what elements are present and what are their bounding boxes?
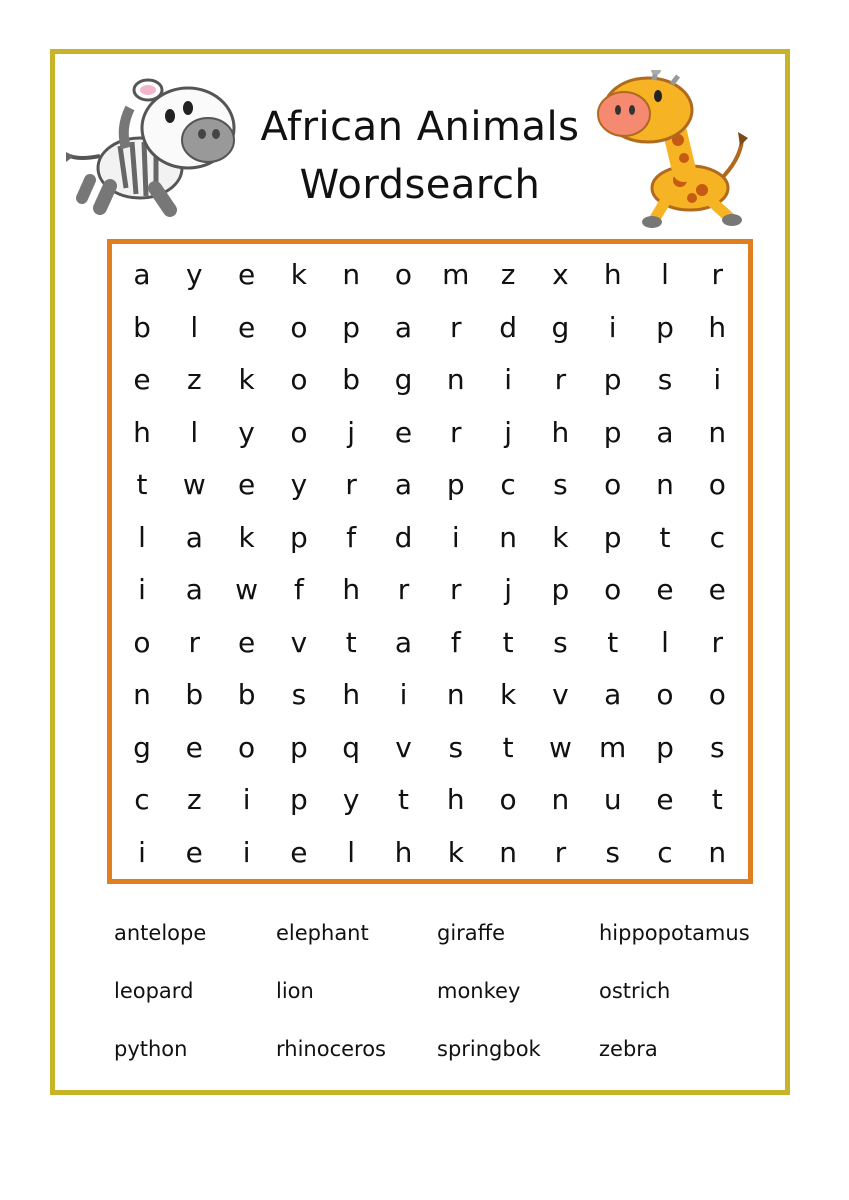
grid-letter[interactable]: s xyxy=(605,835,620,869)
grid-letter[interactable]: j xyxy=(504,415,512,449)
grid-letter[interactable]: g xyxy=(133,730,151,764)
grid-letter[interactable]: y xyxy=(186,258,203,291)
grid-letter[interactable]: r xyxy=(188,625,201,659)
grid-letter[interactable]: x xyxy=(552,258,569,291)
grid-letter[interactable]: n xyxy=(446,363,465,396)
grid-letter[interactable]: o xyxy=(290,310,308,344)
grid-letter[interactable]: y xyxy=(238,415,255,449)
word-item: python xyxy=(114,1037,188,1061)
grid-letter[interactable]: k xyxy=(238,520,255,554)
grid-letter[interactable]: a xyxy=(185,520,203,554)
word-item: hippopotamus xyxy=(599,921,750,945)
word-item: rhinoceros xyxy=(276,1037,386,1061)
grid-letter[interactable]: r xyxy=(711,625,724,659)
grid-letter[interactable]: l xyxy=(347,835,356,869)
grid-letter[interactable]: p xyxy=(290,520,308,554)
grid-letter[interactable]: p xyxy=(656,730,674,764)
grid-letter[interactable]: i xyxy=(242,835,251,869)
grid-letter[interactable]: l xyxy=(190,310,199,344)
grid-letter[interactable]: w xyxy=(182,468,206,501)
grid-letter[interactable]: i xyxy=(138,835,146,869)
grid-letter[interactable]: a xyxy=(133,258,151,291)
title-line-2: Wordsearch xyxy=(299,162,541,208)
grid-letter[interactable]: r xyxy=(397,573,410,606)
grid-letter[interactable]: e xyxy=(290,835,308,869)
grid-letter[interactable]: n xyxy=(499,520,517,554)
grid-letter[interactable]: i xyxy=(713,363,722,396)
grid-letter[interactable]: l xyxy=(138,520,146,554)
grid-letter[interactable]: o xyxy=(708,678,726,711)
grid-letter[interactable]: g xyxy=(551,310,570,344)
word-item: springbok xyxy=(437,1037,541,1061)
grid-letter[interactable]: m xyxy=(599,730,627,764)
grid-letter[interactable]: f xyxy=(450,625,461,659)
zebra-illustration xyxy=(60,68,240,223)
grid-letter[interactable]: o xyxy=(394,258,413,291)
grid-letter[interactable]: h xyxy=(603,258,622,291)
grid-letter[interactable]: z xyxy=(186,783,202,816)
grid-letter[interactable]: p xyxy=(342,310,361,344)
letter-grid xyxy=(107,239,753,884)
grid-letter[interactable]: n xyxy=(551,783,570,816)
grid-letter[interactable]: h xyxy=(708,310,727,344)
grid-letter[interactable]: a xyxy=(185,573,203,606)
grid-letter[interactable]: p xyxy=(290,783,308,816)
grid-letter[interactable]: h xyxy=(446,783,465,816)
grid-letter[interactable]: l xyxy=(661,258,669,291)
grid-letter[interactable]: t xyxy=(398,783,409,816)
grid-letter[interactable]: j xyxy=(347,415,356,449)
grid-letter[interactable]: v xyxy=(395,730,412,764)
grid-letter[interactable]: z xyxy=(500,258,516,291)
grid-letter[interactable]: i xyxy=(451,520,460,554)
grid-letter[interactable]: n xyxy=(708,835,727,869)
grid-letter[interactable]: e xyxy=(656,573,674,606)
grid-letter[interactable]: s xyxy=(710,730,725,764)
grid-letter[interactable]: p xyxy=(656,310,674,344)
grid-letter[interactable]: n xyxy=(133,678,151,711)
grid-letter[interactable]: n xyxy=(708,415,727,449)
word-item: monkey xyxy=(437,979,521,1003)
word-item: lion xyxy=(276,979,314,1003)
grid-letter[interactable]: y xyxy=(290,468,308,501)
grid-letter[interactable]: h xyxy=(342,573,361,606)
grid-letter[interactable]: p xyxy=(603,415,622,449)
grid-letter[interactable]: r xyxy=(450,415,462,449)
grid-letter[interactable]: u xyxy=(603,783,622,816)
grid-letter[interactable]: e xyxy=(237,625,256,659)
grid-letter[interactable]: e xyxy=(237,468,256,501)
grid-letter[interactable]: t xyxy=(345,625,357,659)
grid-letter[interactable]: y xyxy=(342,783,360,816)
grid-letter[interactable]: t xyxy=(502,625,514,659)
grid-letter[interactable]: k xyxy=(552,520,569,554)
grid-letter[interactable]: n xyxy=(342,258,361,291)
grid-letter[interactable]: r xyxy=(450,573,462,606)
grid-letter[interactable]: c xyxy=(709,520,725,554)
grid-letter[interactable]: a xyxy=(394,310,413,344)
grid-letter[interactable]: g xyxy=(394,363,413,396)
grid-letter[interactable]: o xyxy=(656,678,674,711)
giraffe-illustration xyxy=(580,70,760,230)
grid-letter[interactable]: t xyxy=(607,625,619,659)
grid-letter[interactable]: o xyxy=(290,363,308,396)
word-item: zebra xyxy=(599,1037,658,1061)
grid-letter[interactable]: t xyxy=(711,783,723,816)
grid-letter[interactable]: e xyxy=(708,573,726,606)
grid-letter[interactable]: k xyxy=(447,835,464,869)
grid-letter[interactable]: p xyxy=(551,573,570,606)
grid-letter[interactable]: o xyxy=(133,625,151,659)
grid-letter[interactable]: i xyxy=(242,783,251,816)
grid-letter[interactable]: b xyxy=(342,363,361,396)
grid-letter[interactable]: j xyxy=(504,573,512,606)
grid-letter[interactable]: c xyxy=(657,835,673,869)
grid-letter[interactable]: b xyxy=(133,310,151,344)
grid-letter[interactable]: e xyxy=(185,730,203,764)
grid-letter[interactable]: r xyxy=(450,310,462,344)
grid-letter[interactable]: h xyxy=(342,678,361,711)
grid-letter[interactable]: i xyxy=(608,310,617,344)
word-item: leopard xyxy=(114,979,194,1003)
grid-letter[interactable]: s xyxy=(657,363,673,396)
grid-letter[interactable]: t xyxy=(502,730,514,764)
grid-letter[interactable]: e xyxy=(237,310,256,344)
grid-letter[interactable]: k xyxy=(238,363,255,396)
grid-letter[interactable]: a xyxy=(604,678,622,711)
grid-letter[interactable]: t xyxy=(659,520,671,554)
word-item: elephant xyxy=(276,921,369,945)
grid-letter[interactable]: a xyxy=(656,415,674,449)
grid-letter[interactable]: p xyxy=(603,363,622,396)
grid-letter[interactable]: s xyxy=(553,625,568,659)
grid-letter[interactable]: s xyxy=(448,730,464,764)
grid-letter[interactable]: q xyxy=(342,730,361,764)
grid-letter[interactable]: l xyxy=(661,625,669,659)
grid-letter[interactable]: b xyxy=(237,678,256,711)
grid-letter[interactable]: a xyxy=(394,468,413,501)
grid-letter[interactable]: h xyxy=(133,415,151,449)
grid-letter[interactable]: k xyxy=(499,678,517,711)
grid-letter[interactable]: v xyxy=(290,625,308,659)
grid-letter[interactable]: h xyxy=(551,415,570,449)
grid-letter[interactable]: d xyxy=(394,520,413,554)
grid-letter[interactable]: r xyxy=(345,468,357,501)
grid-letter[interactable]: f xyxy=(293,573,304,606)
grid-letter[interactable]: s xyxy=(553,468,568,501)
grid-letter[interactable]: e xyxy=(133,363,151,396)
grid-letter[interactable]: r xyxy=(554,835,567,869)
grid-letter[interactable]: s xyxy=(291,678,307,711)
grid-letter[interactable]: e xyxy=(394,415,413,449)
grid-letter[interactable]: o xyxy=(604,573,622,606)
grid-letter[interactable]: i xyxy=(504,363,512,396)
grid-letter[interactable]: m xyxy=(442,258,470,291)
grid-letter[interactable]: d xyxy=(499,310,517,344)
grid-letter[interactable]: c xyxy=(500,468,516,501)
grid-letter[interactable]: w xyxy=(548,730,572,764)
grid-letter[interactable]: f xyxy=(346,520,357,554)
word-item: antelope xyxy=(114,921,207,945)
grid-letter[interactable]: a xyxy=(394,625,413,659)
grid-letter[interactable]: n xyxy=(446,678,465,711)
grid-letter[interactable]: o xyxy=(238,730,256,764)
grid-letter[interactable]: e xyxy=(656,783,674,816)
grid-letter[interactable]: p xyxy=(446,468,465,501)
grid-letter[interactable]: e xyxy=(237,258,256,291)
word-item: giraffe xyxy=(437,921,506,945)
grid-letter[interactable]: r xyxy=(711,258,724,291)
grid-letter[interactable]: b xyxy=(185,678,204,711)
grid-letter[interactable]: o xyxy=(499,783,517,816)
grid-letter[interactable]: o xyxy=(604,468,622,501)
grid-letter[interactable]: h xyxy=(394,835,413,869)
title-line-1: African Animals xyxy=(260,104,580,150)
grid-letter[interactable]: n xyxy=(656,468,674,501)
grid-letter[interactable]: z xyxy=(186,363,202,396)
grid-letter[interactable]: t xyxy=(136,468,148,501)
grid-letter[interactable]: n xyxy=(499,835,517,869)
grid-letter[interactable]: p xyxy=(603,520,622,554)
grid-letter[interactable]: l xyxy=(190,415,199,449)
grid-letter[interactable]: o xyxy=(708,468,726,501)
grid-letter[interactable]: v xyxy=(552,678,569,711)
grid-letter[interactable]: e xyxy=(185,835,203,869)
grid-letter[interactable]: i xyxy=(138,573,146,606)
grid-letter[interactable]: o xyxy=(290,415,308,449)
grid-letter[interactable]: r xyxy=(554,363,567,396)
grid-letter[interactable]: p xyxy=(290,730,308,764)
grid-letter[interactable]: c xyxy=(134,783,150,816)
grid-letter[interactable]: k xyxy=(290,258,307,291)
grid-letter[interactable]: w xyxy=(235,573,259,606)
grid-letter[interactable]: i xyxy=(399,678,408,711)
word-item: ostrich xyxy=(599,979,671,1003)
